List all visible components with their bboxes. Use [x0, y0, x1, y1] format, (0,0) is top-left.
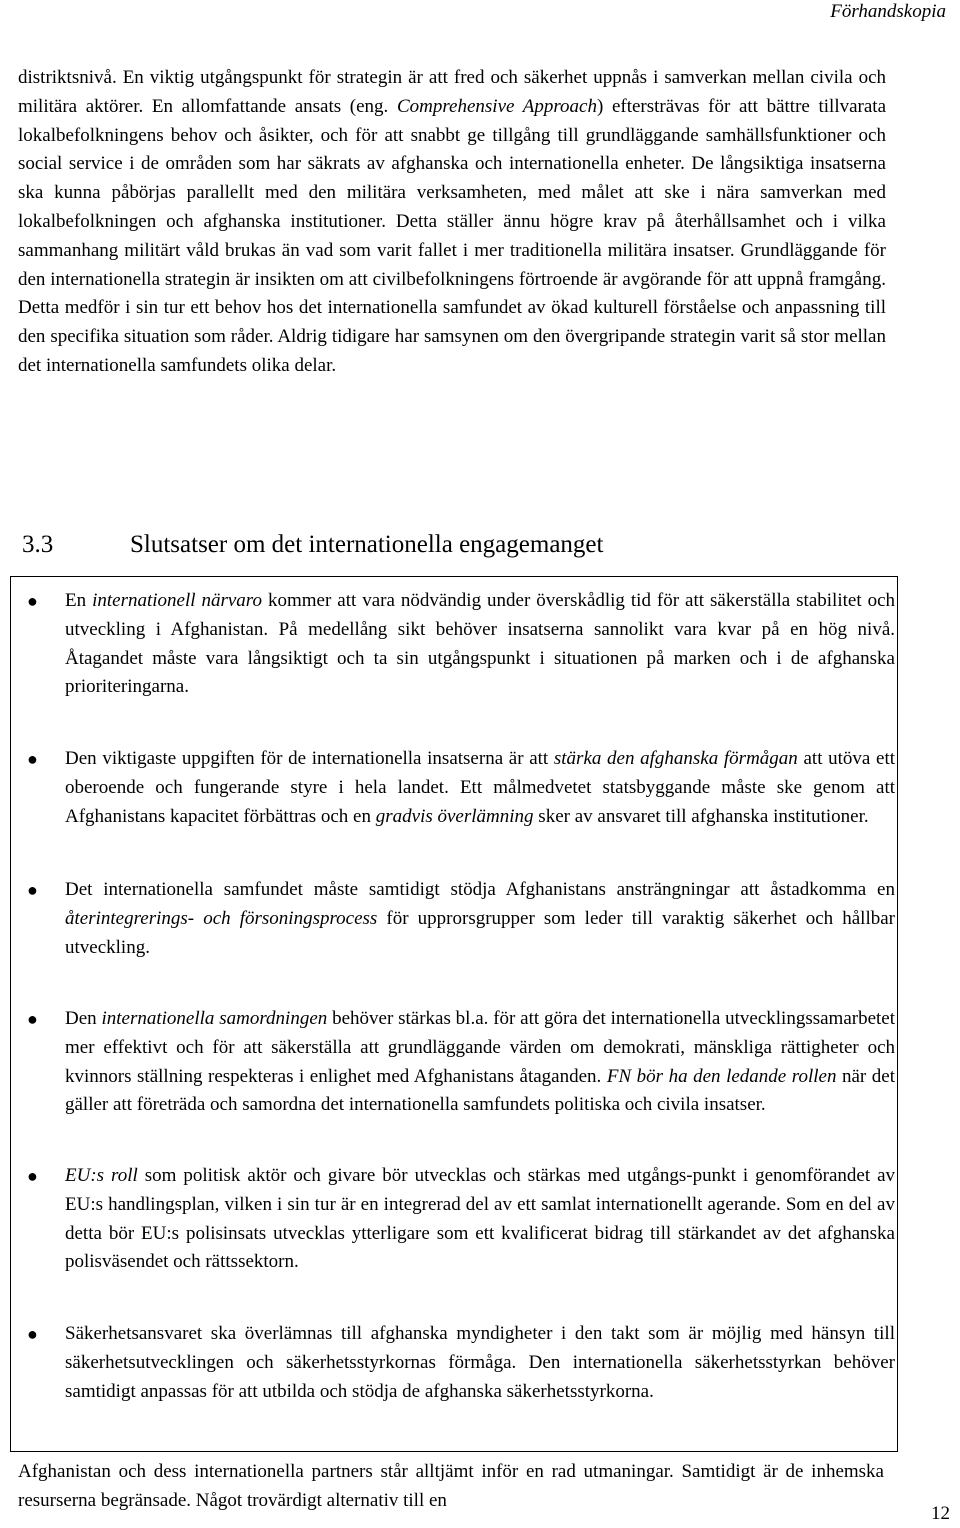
bullet-emphasis: återintegrerings- och försoningsprocess: [65, 907, 378, 929]
bullet-dot-icon: ●: [27, 1009, 38, 1029]
bullet-item: ● Den viktigaste uppgiften för de internationella insatserna är att stärka den afghanska förmågan att utöva ett oberoende och fungerande styre i hela landet. Ett målmedvetet statsbyggande måste ske genom att Afghanistans kapacitet förbättras och en gradvis överlämning sker av ansvaret till afghanska institutioner.: [65, 745, 895, 831]
bullet-item: ● EU:s roll som politisk aktör och givare bör utvecklas och stärkas med utgångs-punkt i genomförandet av EU:s handlingsplan, vilken i sin tur är en integrerad del av ett samlat internationellt agerande. Som en del av detta bör EU:s polisinsats utvecklas ytterligare som ett kvalificerat bidrag till stärkandet av det afghanska polisväsendet och rättssektorn.: [65, 1162, 895, 1277]
bullet-dot-icon: ●: [27, 749, 38, 769]
running-header: Förhandskopia: [830, 1, 946, 22]
bullet-emphasis: FN bör ha den ledande rollen: [606, 1065, 837, 1087]
intro-italic-term: Comprehensive Approach: [396, 95, 597, 117]
bullet-dot-icon: ●: [27, 880, 38, 900]
bullet-item: ● Det internationella samfundet måste samtidigt stödja Afghanistans ansträngningar att åstadkomma en återintegrerings- och försoningsprocess för upprorsgrupper som leder till varaktig säkerhet och hållbar utveckling.: [65, 876, 895, 962]
intro-rest: ) eftersträvas för att bättre tillvarata lokalbefolkningens behov och åsikter, och för att snabbt ge tillgång till grundläggande samhällsfunktioner och social service i de områden som har säkrats av afghanska och internationella enheter. De långsiktiga insatserna ska kunna påbörjas parallellt med den militära verksamheten, med målet att ske i nära samverkan med lokalbefolkningen och afghanska institutioner. Detta ställer ännu högre krav på återhållsamhet och i vilka sammanhang militärt våld brukas än vad som varit fallet i mer traditionella militära insatser. Grundläggande för den internationella strategin är insikten om att civilbefolkningens förtroende är avgörande för att uppnå framgång. Detta medför i sin tur ett behov hos det internationella samfundet av ökad kulturell förståelse och anpassning till den specifika situation som råder. Aldrig tidigare har samsynen om den övergripande strategin varit så stor mellan det internationella samfundets olika delar.: [18, 95, 887, 376]
bullet-dot-icon: ●: [27, 591, 38, 611]
bullet-dot-icon: ●: [27, 1324, 38, 1344]
page-number: 12: [931, 1503, 950, 1524]
intro-line-1: distriktsnivå. En viktig utgångspunkt för strategin är att fred och säkerhet: [18, 67, 588, 88]
bullet-emphasis: internationell närvaro: [92, 590, 262, 611]
bullet-item: ● Den internationella samordningen behöver stärkas bl.a. för att göra det internationella utvecklingssamarbetet mer effektivt och för att säkerställa att grundläggande värden om demokrati, mänskliga rättigheter och kvinnors ställning respekteras i enlighet med Afghanistans åtaganden. FN bör ha den ledande rollen när det gäller att företräda och samordna det internationella samfundets politiska och civila insatser.: [65, 1005, 895, 1120]
closing-paragraph: Afghanistan och dess internationella partners står alltjämt inför en rad utmaningar. Samtidigt är de inhemska resurserna begränsade. Något trovärdigt alternativ till en: [18, 1461, 884, 1511]
bullet-emphasis: internationella samordningen: [101, 1008, 328, 1029]
bullet-item: ● En internationell närvaro kommer att vara nödvändig under överskådlig tid för att säkerställa stabilitet och utveckling i Afghanistan. På medellång sikt behöver insatserna sannolikt vara kvar på en hög nivå. Åtagandet måste vara långsiktigt och ta sin utgångspunkt i situationen på marken och i de afghanska prioriteringarna.: [65, 587, 895, 702]
section-heading: [22, 528, 603, 562]
intro-line-2: uppnås i samverkan mellan civila och militära aktörer. En allomfattande ansats (eng.: [18, 67, 887, 117]
bullet-emphasis: gradvis överlämning: [375, 805, 534, 827]
bullet-emphasis: stärka den afghanska förmågan: [553, 748, 798, 769]
bullet-item: ● Säkerhetsansvaret ska överlämnas till afghanska myndigheter i den takt som är möjlig med hänsyn till säkerhetsutvecklingen och säkerhetsstyrkornas förmåga. Den internationella säkerhetsstyrkan behöver samtidigt anpassas för att utbilda och stödja de afghanska säkerhetsstyrkorna.: [65, 1320, 895, 1406]
conclusions-box: [10, 576, 898, 1452]
section-title: Slutsatser om det internationella engagemanget: [130, 531, 604, 558]
intro-paragraph: [18, 64, 886, 381]
bullet-dot-icon: ●: [27, 1166, 38, 1186]
section-number: 3.3: [22, 531, 54, 558]
bullet-emphasis: EU:s roll: [65, 1165, 138, 1186]
